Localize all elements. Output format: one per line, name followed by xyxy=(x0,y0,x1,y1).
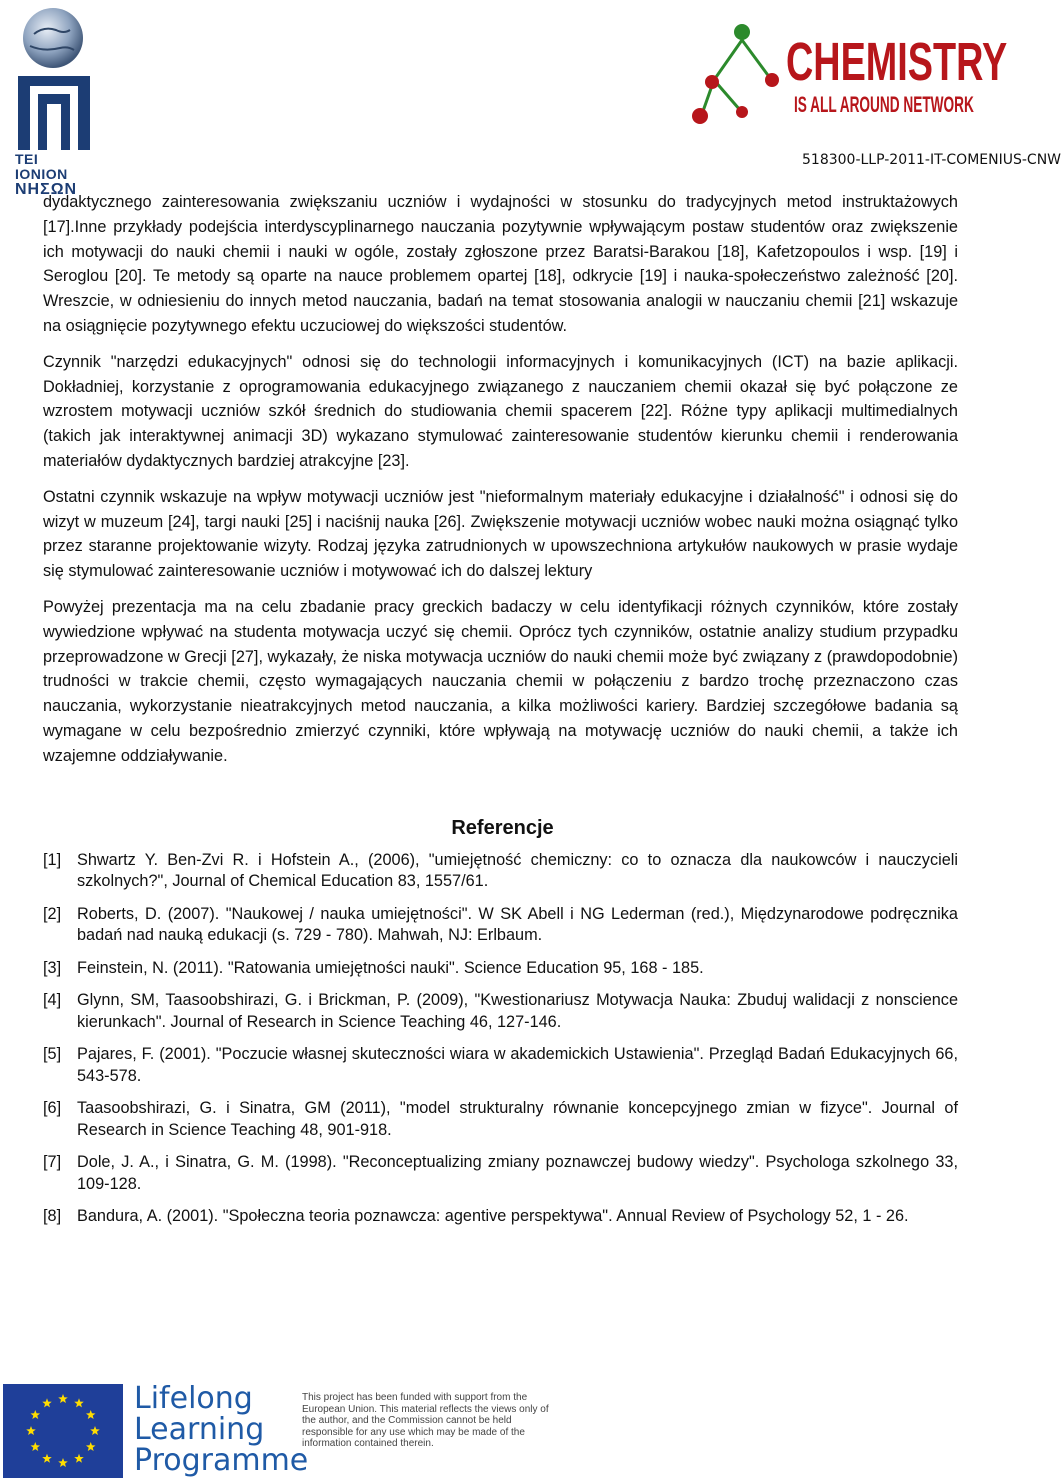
llp-line3: Programme xyxy=(134,1443,309,1478)
chemistry-network-logo xyxy=(682,18,1061,173)
reference-number: [8] xyxy=(43,1207,62,1226)
reference-number: [2] xyxy=(43,904,62,923)
chemistry-logo-subtitle: IS ALL AROUND NETWORK xyxy=(794,92,974,117)
reference-item xyxy=(43,850,958,893)
reference-text: Taasoobshirazi, G. i Sinatra, GM (2011), "model strukturalny równanie koncepcyjnego zmian w fizyce". Journal of Research in Science Teaching 48, 901-918. xyxy=(77,1099,958,1139)
tei-ionian-logo xyxy=(12,6,94,198)
footer xyxy=(0,1380,960,1480)
llp-line2: Learning xyxy=(134,1412,265,1447)
llp-logo-text xyxy=(134,1383,308,1476)
tei-logo-line1: TEI IONION xyxy=(15,151,68,182)
llp-line1: Lifelong xyxy=(134,1381,253,1416)
reference-number: [7] xyxy=(43,1153,62,1172)
reference-number: [1] xyxy=(43,850,62,869)
paragraph-3: Ostatni czynnik wskazuje na wpływ motywacji uczniów jest "nieformalnym materiały edukacyjne i działalność" i odnosi się do wizyt w muzeum [24], targi nauki [25] i naciśnij nauka [26]. Zwiększenie motywacji uczniów wobec nauki można osiągnąć tylko przez staranne projektowanie wizyty. Rodzaj języka zatrudnionych w upowszechniona artykułów naukowych w prasie wydaje się stymulować zainteresowanie uczniów i motywować ich do dalszej lektury xyxy=(43,487,958,581)
reference-text: Roberts, D. (2007). "Naukowej / nauka umiejętności". W SK Abell i NG Lederman (red.), Międzynarodowe podręcznika badań nad nauką edukacji (s. 729 - 780). Mahwah, NJ: Erlbaum. xyxy=(77,904,958,945)
reference-item xyxy=(43,990,958,1033)
reference-item xyxy=(43,1152,958,1195)
reference-text: Shwartz Y. Ben-Zvi R. i Hofstein A., (2006), "umiejętność chemiczny: co to oznacza dla naukowców i nauczycieli szkolnych?", Journal of Chemical Education 83, 1557/61. xyxy=(77,850,958,891)
eu-stars-icon xyxy=(3,1384,123,1478)
reference-number: [4] xyxy=(43,991,62,1010)
reference-text: Glynn, SM, Taasoobshirazi, G. i Brickman, P. (2009), "Kwestionariusz Motywacja Nauka: Zbuduj walidacji z nonscience kierunkach". Journal of Research in Science Teaching 46, 127-146. xyxy=(77,991,958,1031)
references-heading: Referencje xyxy=(451,816,554,839)
reference-text: Bandura, A. (2001). "Społeczna teoria poznawcza: agentive perspektywa". Annual Review of Psychology 52, 1 - 26. xyxy=(77,1207,909,1226)
reference-item xyxy=(43,1206,958,1228)
reference-item xyxy=(43,1098,958,1141)
paragraph-1: dydaktycznego zainteresowania zwiększaniu uczniów i wydajności w stosunku do tradycyjnych metod instruktażowych [17].Inne przykłady podejścia interdyscyplinarnego nauczania pozytywnie wpływającym postaw studentów oraz zwiększenie ich motywacji do nauki chemii i nauki w ogóle, zostały zgłoszone przez Baratsi-Barakou [18], Kafetzopoulos i wsp. [19] i Seroglou [20]. Te metody są oparte na nauce problemem opartej [18], odkrycie [19] i nauka-społeczeństwo zależność [20]. Wreszcie, w odniesieniu do innych metod nauczania, badań na temat stosowania analogii w nauczaniu chemii [21] wskazuje na osiągnięcie pozytywnego efektu uczuciowej do większości studentów. xyxy=(43,193,958,335)
eu-disclaimer: This project has been funded with support from the European Union. This material reflects the views only of the author, and the Commission cannot be held responsible for any use which may be made of the information contained therein. xyxy=(302,1392,549,1449)
paragraph-4: Powyżej prezentacja ma na celu zbadanie pracy greckich badaczy w celu identyfikacji różnych czynników, które zostały wywiedzione wpływać na studenta motywacja uczyć się chemii. Oprócz tych czynników, ostatnie analizy studium przypadku przeprowadzone w Grecji [27], wykazały, że niska motywacja uczniów do nauki chemii może być związany z (prawdopodobnie) trudności w trakcie chemii, często wymagających nauczania chemii w połączeniu z bardzo trochę przeznaczono czas nauczania, wykorzystanie nieatrakcyjnych metod nauczania, a kilka możliwości kariery. Bardziej szczegółowe badania są wymagane w celu bezpośrednio zmierzyć czynniki, które wpływają na motywację uczniów do nauki chemii, a także ich wzajemne oddziaływanie. xyxy=(43,597,958,765)
chemistry-molecule-icon xyxy=(682,18,792,128)
reference-item xyxy=(43,1044,958,1087)
reference-item xyxy=(43,958,958,980)
reference-number: [3] xyxy=(43,958,62,977)
project-code: 518300-LLP-2011-IT-COMENIUS-CNW xyxy=(802,152,1061,168)
chemistry-logo-title: CHEMISTRY xyxy=(786,32,1008,92)
paragraph-2: Czynnik "narzędzi edukacyjnych" odnosi się do technologii informacyjnych i komunikacyjnych (ICT) na bazie aplikacji. Dokładniej, korzystanie z oprogramowania edukacyjnego związanego z nauczaniem chemii okazał się być połączone ze wzrostem motywacji uczniów szkół średnich do studiowania chemii spacerem [22]. Różne typy aplikacji multimedialnych (takich jak interaktywnej animacji 3D) wykazano stymulować zainteresowanie studentów kierunku chemii i renderowania materiałów dydaktycznych bardziej atrakcyjne [23]. xyxy=(43,352,958,470)
reference-number: [5] xyxy=(43,1045,62,1064)
reference-text: Feinstein, N. (2011). "Ratowania umiejętności nauki". Science Education 95, 168 - 185. xyxy=(77,958,704,977)
reference-text: Pajares, F. (2001). "Poczucie własnej skuteczności wiara w akademickich Ustawienia". Przegląd Badań Edukacyjnych 66, 543-578. xyxy=(77,1045,958,1085)
tei-logo-line2: ΝΗΣΩΝ xyxy=(15,181,78,198)
reference-item xyxy=(43,904,958,947)
references-list xyxy=(43,850,958,1228)
reference-number: [6] xyxy=(43,1099,62,1118)
reference-text: Dole, J. A., i Sinatra, G. M. (1998). "Reconceptualizing zmiany poznawczej budowy wiedzy". Psychologa szkolnego 33, 109-128. xyxy=(77,1153,958,1193)
document-body xyxy=(43,190,958,1239)
tei-emblem-icon xyxy=(12,6,94,151)
eu-flag-icon xyxy=(3,1384,123,1478)
